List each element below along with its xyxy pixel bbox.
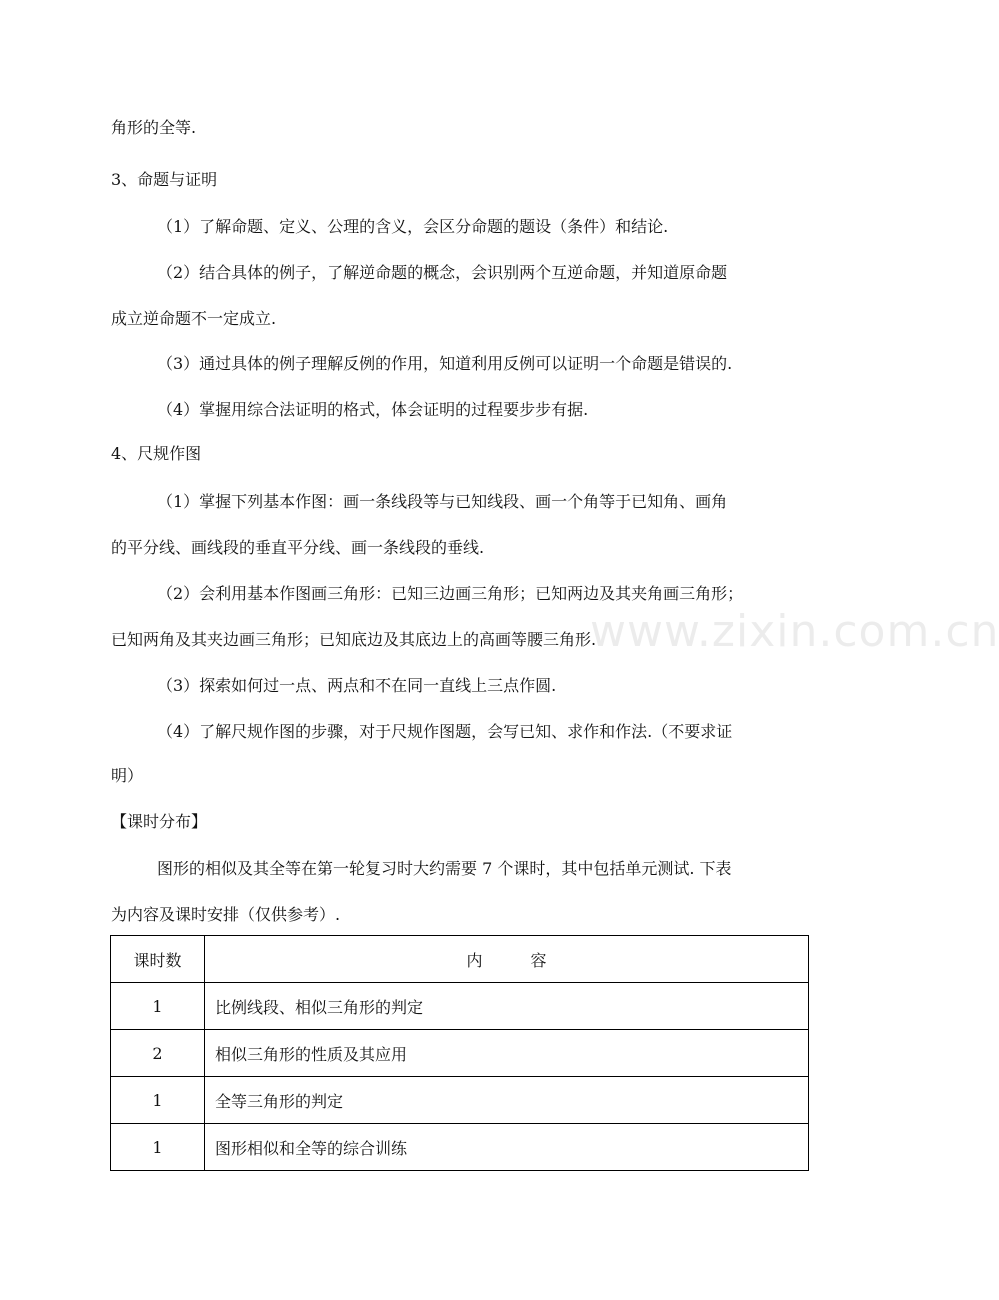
schedule-table [110,935,809,1171]
table-row [111,1077,809,1124]
cell-content: 图形相似和全等的综合训练 [205,1124,809,1171]
cell-hours: 2 [111,1030,205,1077]
cell-hours: 1 [111,1077,205,1124]
paragraph-line: （3）通过具体的例子理解反例的作用，知道利用反例可以证明一个命题是错误的. [157,354,733,373]
header-cell-content: 内 容 [205,936,809,983]
paragraph-line: （4）了解尺规作图的步骤，对于尺规作图题，会写已知、求作和作法.（不要求证 [157,722,733,741]
cell-content: 比例线段、相似三角形的判定 [205,983,809,1030]
paragraph-line: 角形的全等. [111,118,197,137]
header-cell-hours: 课时数 [111,936,205,983]
paragraph-line: （2）结合具体的例子，了解逆命题的概念，会识别两个互逆命题，并知道原命题 [157,263,728,282]
table-row [111,1030,809,1077]
paragraph-line: （1）了解命题、定义、公理的含义，会区分命题的题设（条件）和结论. [157,217,669,236]
paragraph-line: （1）掌握下列基本作图：画一条线段等与已知线段、画一个角等于已知角、画角 [157,492,728,511]
paragraph-line: 已知两角及其夹边画三角形；已知底边及其底边上的高画等腰三角形. [111,630,597,649]
paragraph-line: 成立逆命题不一定成立. [111,309,277,328]
section-heading: 4、尺规作图 [111,444,202,463]
section-heading: 【课时分布】 [111,812,208,831]
paragraph-line: 的平分线、画线段的垂直平分线、画一条线段的垂线. [111,538,485,557]
paragraph-line: （3）探索如何过一点、两点和不在同一直线上三点作圆. [157,676,557,695]
cell-content: 相似三角形的性质及其应用 [205,1030,809,1077]
paragraph-line: 图形的相似及其全等在第一轮复习时大约需要 7 个课时，其中包括单元测试. 下表 [157,859,732,878]
section-heading: 3、命题与证明 [111,170,218,189]
paragraph-line: 明） [111,766,144,785]
cell-hours: 1 [111,983,205,1030]
paragraph-line: （2）会利用基本作图画三角形：已知三边画三角形；已知两边及其夹角画三角形； [157,584,744,603]
table-row [111,983,809,1030]
paragraph-line: 为内容及课时安排（仅供参考）. [111,905,341,924]
paragraph-line: （4）掌握用综合法证明的格式，体会证明的过程要步步有据. [157,400,589,419]
watermark: www.zixin.com.cn [590,606,999,657]
cell-hours: 1 [111,1124,205,1171]
cell-content: 全等三角形的判定 [205,1077,809,1124]
table-header-row [111,936,809,983]
table-row [111,1124,809,1171]
